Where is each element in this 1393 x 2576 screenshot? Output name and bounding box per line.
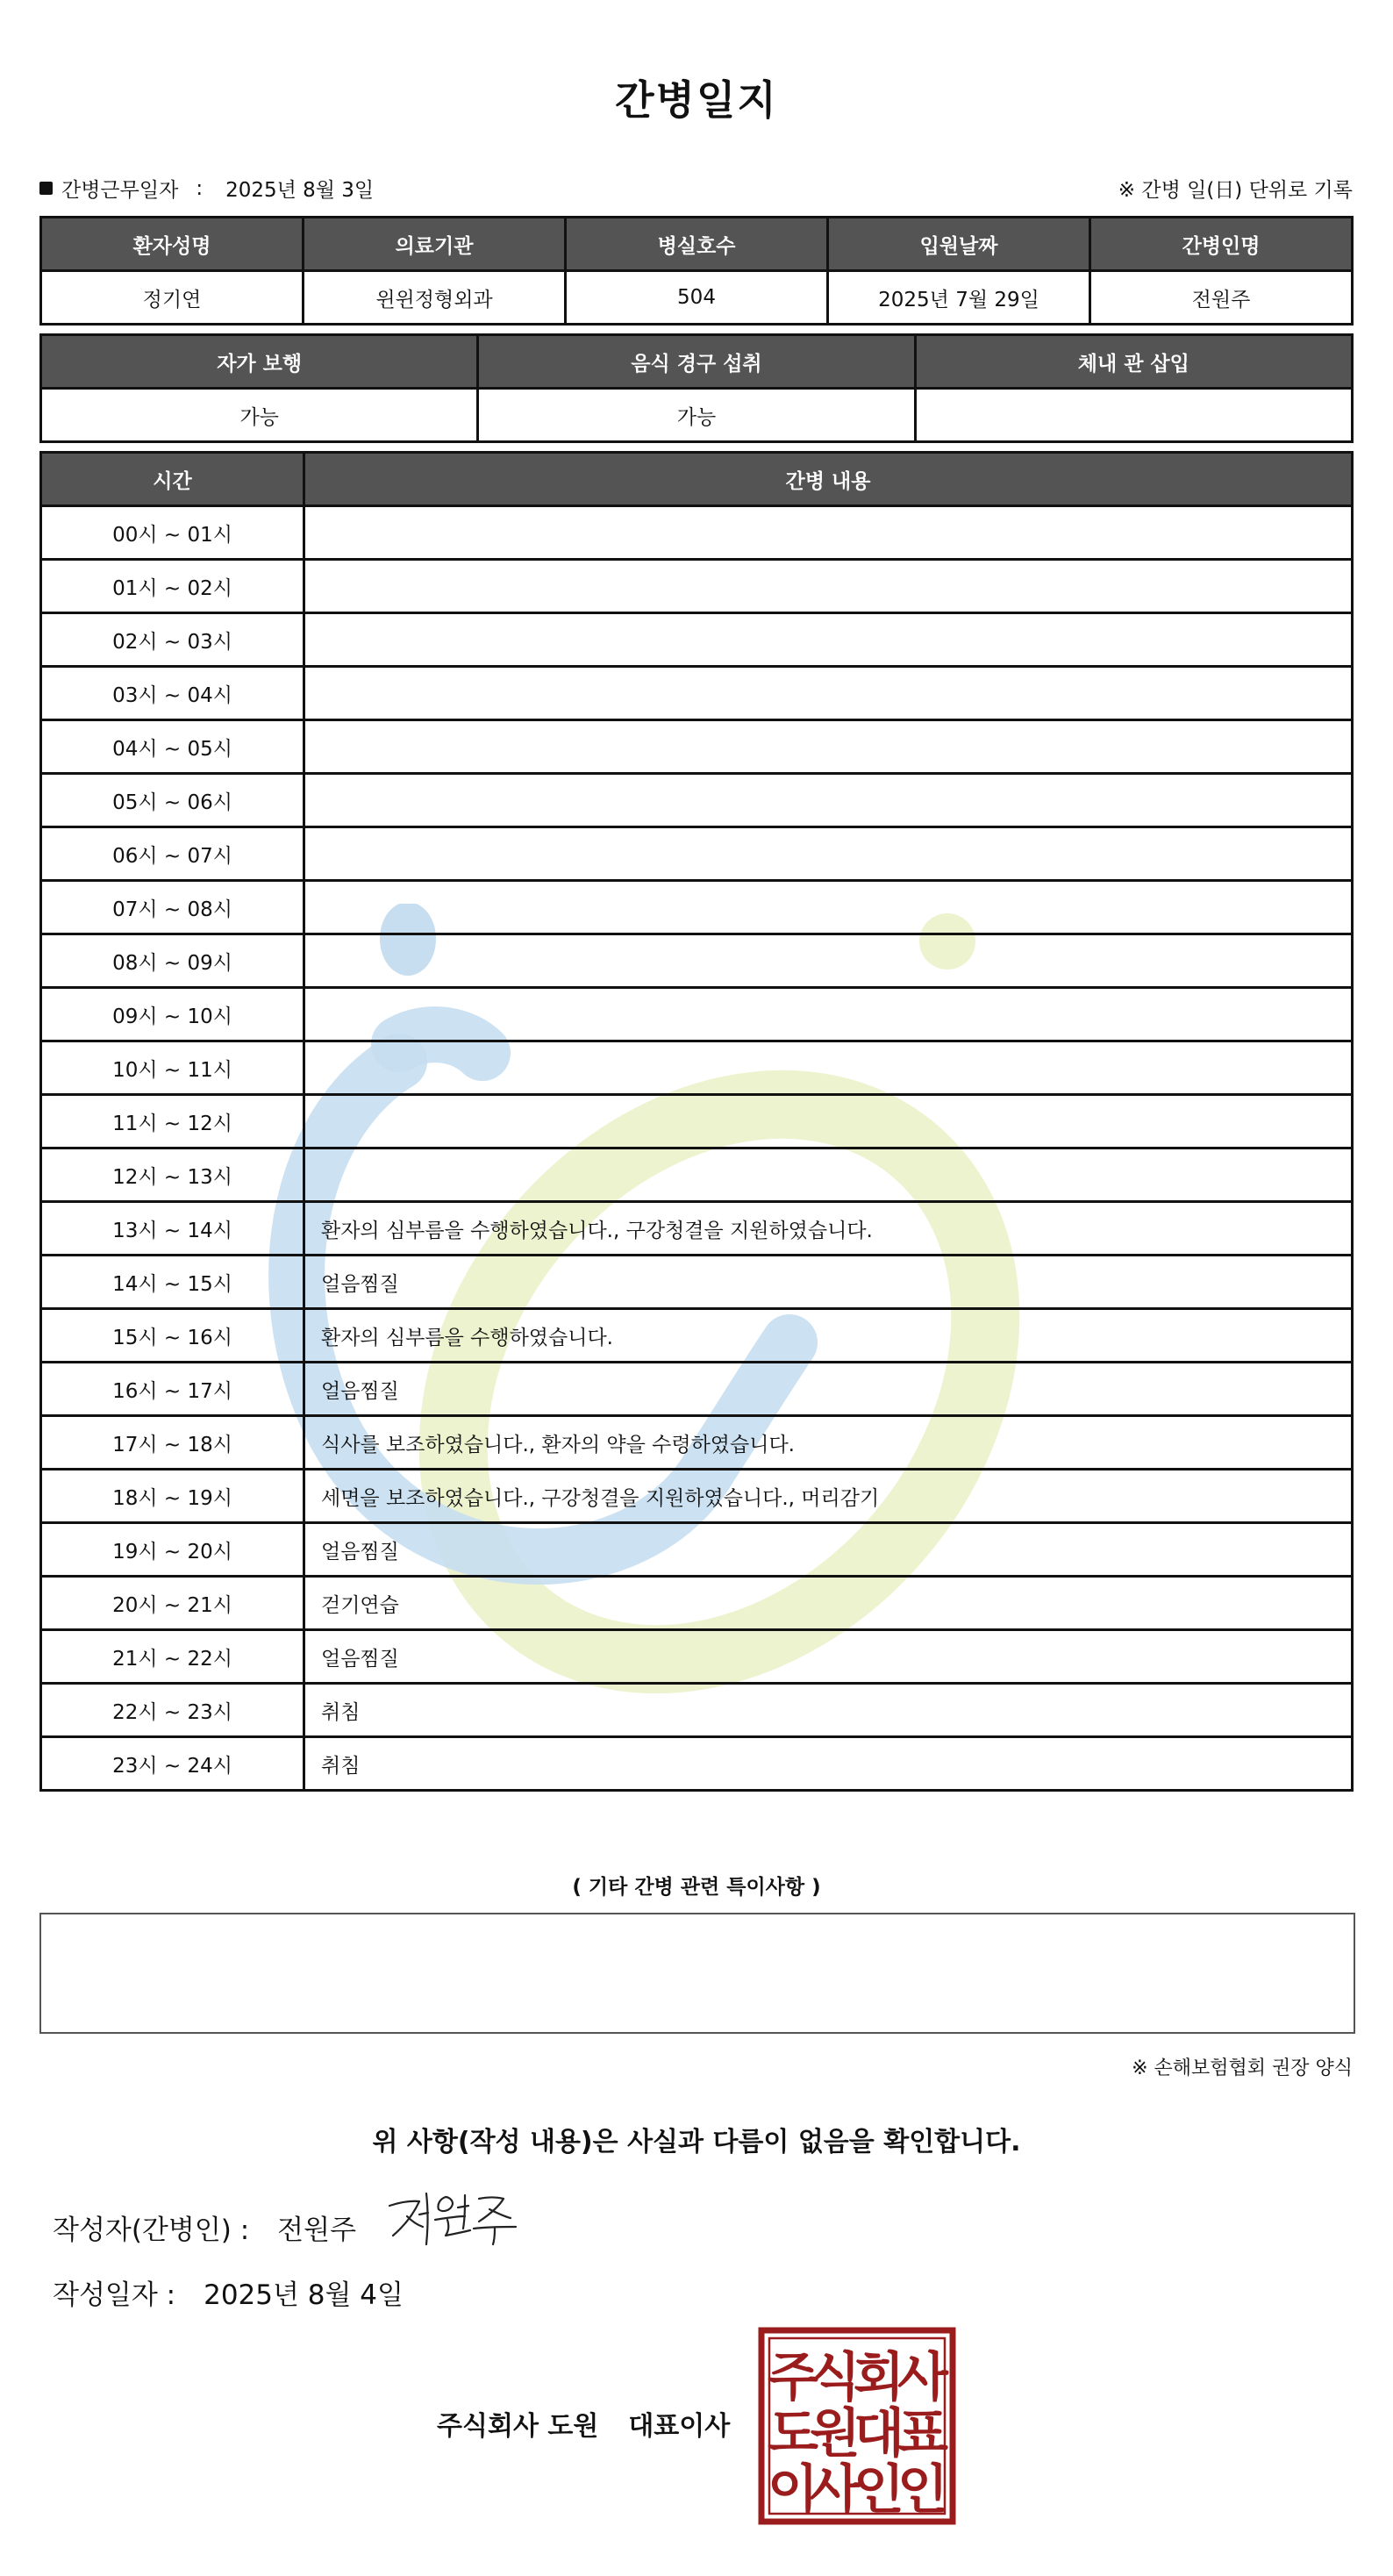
care-log-content (304, 774, 1353, 827)
header-room: 병실호수 (566, 218, 828, 271)
svg-text:대: 대 (854, 2403, 904, 2465)
writer-line (53, 2207, 356, 2247)
care-log-row (41, 1577, 1353, 1630)
care-log-time: 04시 ~ 05시 (41, 720, 304, 774)
svg-text:인: 인 (897, 2459, 948, 2521)
care-log-row (41, 1095, 1353, 1148)
care-log-time: 16시 ~ 17시 (41, 1363, 304, 1416)
care-log-time: 01시 ~ 02시 (41, 560, 304, 613)
care-log-content: 취침 (304, 1684, 1353, 1737)
care-log-time: 07시 ~ 08시 (41, 881, 304, 934)
care-log-content (304, 934, 1353, 988)
patient-info-table (39, 216, 1354, 326)
representative-title: 대표이사 (628, 2411, 731, 2442)
care-log-content: 환자의 심부름을 수행하였습니다. (304, 1309, 1353, 1363)
care-log-time: 21시 ~ 22시 (41, 1630, 304, 1684)
company-seal-stamp (758, 2327, 956, 2525)
oral-intake-value: 가능 (478, 389, 915, 442)
write-date-label: 작성일자 : (53, 2279, 176, 2311)
care-log-content: 걷기연습 (304, 1577, 1353, 1630)
care-log-row (41, 934, 1353, 988)
care-log-content (304, 1095, 1353, 1148)
care-log-content (304, 1148, 1353, 1202)
confirmation-statement: 위 사항(작성 내용)은 사실과 다름이 없음을 확인합니다. (372, 2127, 1021, 2157)
svg-text:식: 식 (810, 2347, 861, 2408)
svg-text:도: 도 (768, 2403, 818, 2465)
care-log-content (304, 827, 1353, 881)
patient-name: 정기연 (41, 271, 304, 325)
care-log-time: 11시 ~ 12시 (41, 1095, 304, 1148)
care-log-row (41, 1202, 1353, 1256)
caregiver-name: 전원주 (1090, 271, 1353, 325)
care-log-row (41, 613, 1353, 667)
care-log-row (41, 1309, 1353, 1363)
writer-name: 전원주 (277, 2215, 357, 2246)
care-log-row (41, 881, 1353, 934)
care-log-content: 세면을 보조하였습니다., 구강청결을 지원하였습니다., 머리감기 (304, 1470, 1353, 1523)
care-log-content: 얼음찜질 (304, 1363, 1353, 1416)
status-header-row (41, 335, 1353, 389)
care-log-content: 식사를 보조하였습니다., 환자의 약을 수령하였습니다. (304, 1416, 1353, 1470)
svg-text:주: 주 (768, 2347, 818, 2408)
hospital-name: 윈윈정형외과 (304, 271, 566, 325)
care-log-time: 08시 ~ 09시 (41, 934, 304, 988)
care-log-row (41, 667, 1353, 720)
work-date-label: 간병근무일자 (61, 179, 179, 202)
header-care-content: 간병 내용 (304, 453, 1353, 506)
bullet-square-icon (39, 182, 53, 195)
company-line (437, 2404, 730, 2443)
svg-text:인: 인 (854, 2459, 904, 2521)
care-log-time: 03시 ~ 04시 (41, 667, 304, 720)
care-log-content: 얼음찜질 (304, 1630, 1353, 1684)
care-log-content (304, 881, 1353, 934)
handwritten-signature (384, 2186, 542, 2248)
care-log-table (39, 451, 1354, 1792)
header-hospital: 의료기관 (304, 218, 566, 271)
care-log-row (41, 1523, 1353, 1577)
header-self-walking: 자가 보행 (41, 335, 478, 389)
room-number: 504 (566, 271, 828, 325)
care-log-row (41, 1416, 1353, 1470)
care-log-content: 환자의 심부름을 수행하였습니다., 구강청결을 지원하였습니다. (304, 1202, 1353, 1256)
header-admission-date: 입원날짜 (828, 218, 1090, 271)
write-date-value: 2025년 8월 4일 (204, 2279, 404, 2311)
status-value-row (41, 389, 1353, 442)
care-log-row (41, 1363, 1353, 1416)
document-title: 간병일지 (615, 76, 778, 124)
care-log-row (41, 506, 1353, 560)
care-log-content (304, 1041, 1353, 1095)
care-log-row (41, 560, 1353, 613)
care-log-content: 얼음찜질 (304, 1256, 1353, 1309)
care-log-time: 15시 ~ 16시 (41, 1309, 304, 1363)
patient-info-value-row (41, 271, 1353, 325)
care-log-time: 09시 ~ 10시 (41, 988, 304, 1041)
care-log-row (41, 774, 1353, 827)
care-log-content (304, 720, 1353, 774)
care-log-time: 20시 ~ 21시 (41, 1577, 304, 1630)
svg-text:표: 표 (897, 2403, 948, 2465)
care-log-row (41, 1737, 1353, 1791)
care-log-content: 얼음찜질 (304, 1523, 1353, 1577)
care-log-time: 18시 ~ 19시 (41, 1470, 304, 1523)
company-name: 주식회사 도원 (437, 2411, 599, 2442)
work-date (39, 174, 374, 203)
care-log-row (41, 1041, 1353, 1095)
care-log-content (304, 988, 1353, 1041)
care-log-row (41, 1470, 1353, 1523)
form-source-note: ※ 손해보험협회 권장 양식 (1132, 2057, 1353, 2079)
tube-insertion-value (915, 389, 1352, 442)
care-log-row (41, 720, 1353, 774)
care-log-content (304, 667, 1353, 720)
care-log-row (41, 1630, 1353, 1684)
work-date-value: 2025년 8월 3일 (225, 179, 375, 202)
header-tube-insertion: 체내 관 삽입 (915, 335, 1352, 389)
care-log-time: 22시 ~ 23시 (41, 1684, 304, 1737)
care-log-time: 00시 ~ 01시 (41, 506, 304, 560)
care-log-row (41, 1684, 1353, 1737)
header-oral-intake: 음식 경구 섭취 (478, 335, 915, 389)
admission-date: 2025년 7월 29일 (828, 271, 1090, 325)
care-log-content (304, 506, 1353, 560)
patient-status-table (39, 333, 1354, 443)
self-walking-value: 가능 (41, 389, 478, 442)
svg-text:회: 회 (854, 2347, 904, 2408)
special-notes-title: ( 기타 간병 관련 특이사항 ) (572, 1876, 821, 1899)
svg-text:이: 이 (768, 2459, 818, 2521)
care-log-body (41, 506, 1353, 1791)
care-log-row (41, 988, 1353, 1041)
svg-text:원: 원 (810, 2403, 861, 2465)
care-log-time: 02시 ~ 03시 (41, 613, 304, 667)
svg-text:사: 사 (810, 2459, 861, 2521)
svg-text:사: 사 (897, 2347, 948, 2408)
care-log-row (41, 827, 1353, 881)
care-log-time: 17시 ~ 18시 (41, 1416, 304, 1470)
care-log-time: 23시 ~ 24시 (41, 1737, 304, 1791)
care-log-time: 14시 ~ 15시 (41, 1256, 304, 1309)
patient-info-header-row (41, 218, 1353, 271)
care-log-time: 13시 ~ 14시 (41, 1202, 304, 1256)
record-note: ※ 간병 일(日) 단위로 기록 (1118, 179, 1353, 202)
care-log-time: 19시 ~ 20시 (41, 1523, 304, 1577)
care-log-content (304, 613, 1353, 667)
special-notes-box (39, 1913, 1355, 2034)
write-date-line (53, 2272, 404, 2312)
care-log-header-row (41, 453, 1353, 506)
care-log-time: 05시 ~ 06시 (41, 774, 304, 827)
care-log-time: 10시 ~ 11시 (41, 1041, 304, 1095)
header-patient-name: 환자성명 (41, 218, 304, 271)
writer-label: 작성자(간병인) : (53, 2215, 250, 2246)
care-log-time: 12시 ~ 13시 (41, 1148, 304, 1202)
care-log-content: 취침 (304, 1737, 1353, 1791)
care-log-time: 06시 ~ 07시 (41, 827, 304, 881)
care-log-content (304, 560, 1353, 613)
care-log-row (41, 1256, 1353, 1309)
header-caregiver-name: 간병인명 (1090, 218, 1353, 271)
header-time: 시간 (41, 453, 304, 506)
work-date-colon: : (196, 176, 204, 200)
care-log-row (41, 1148, 1353, 1202)
